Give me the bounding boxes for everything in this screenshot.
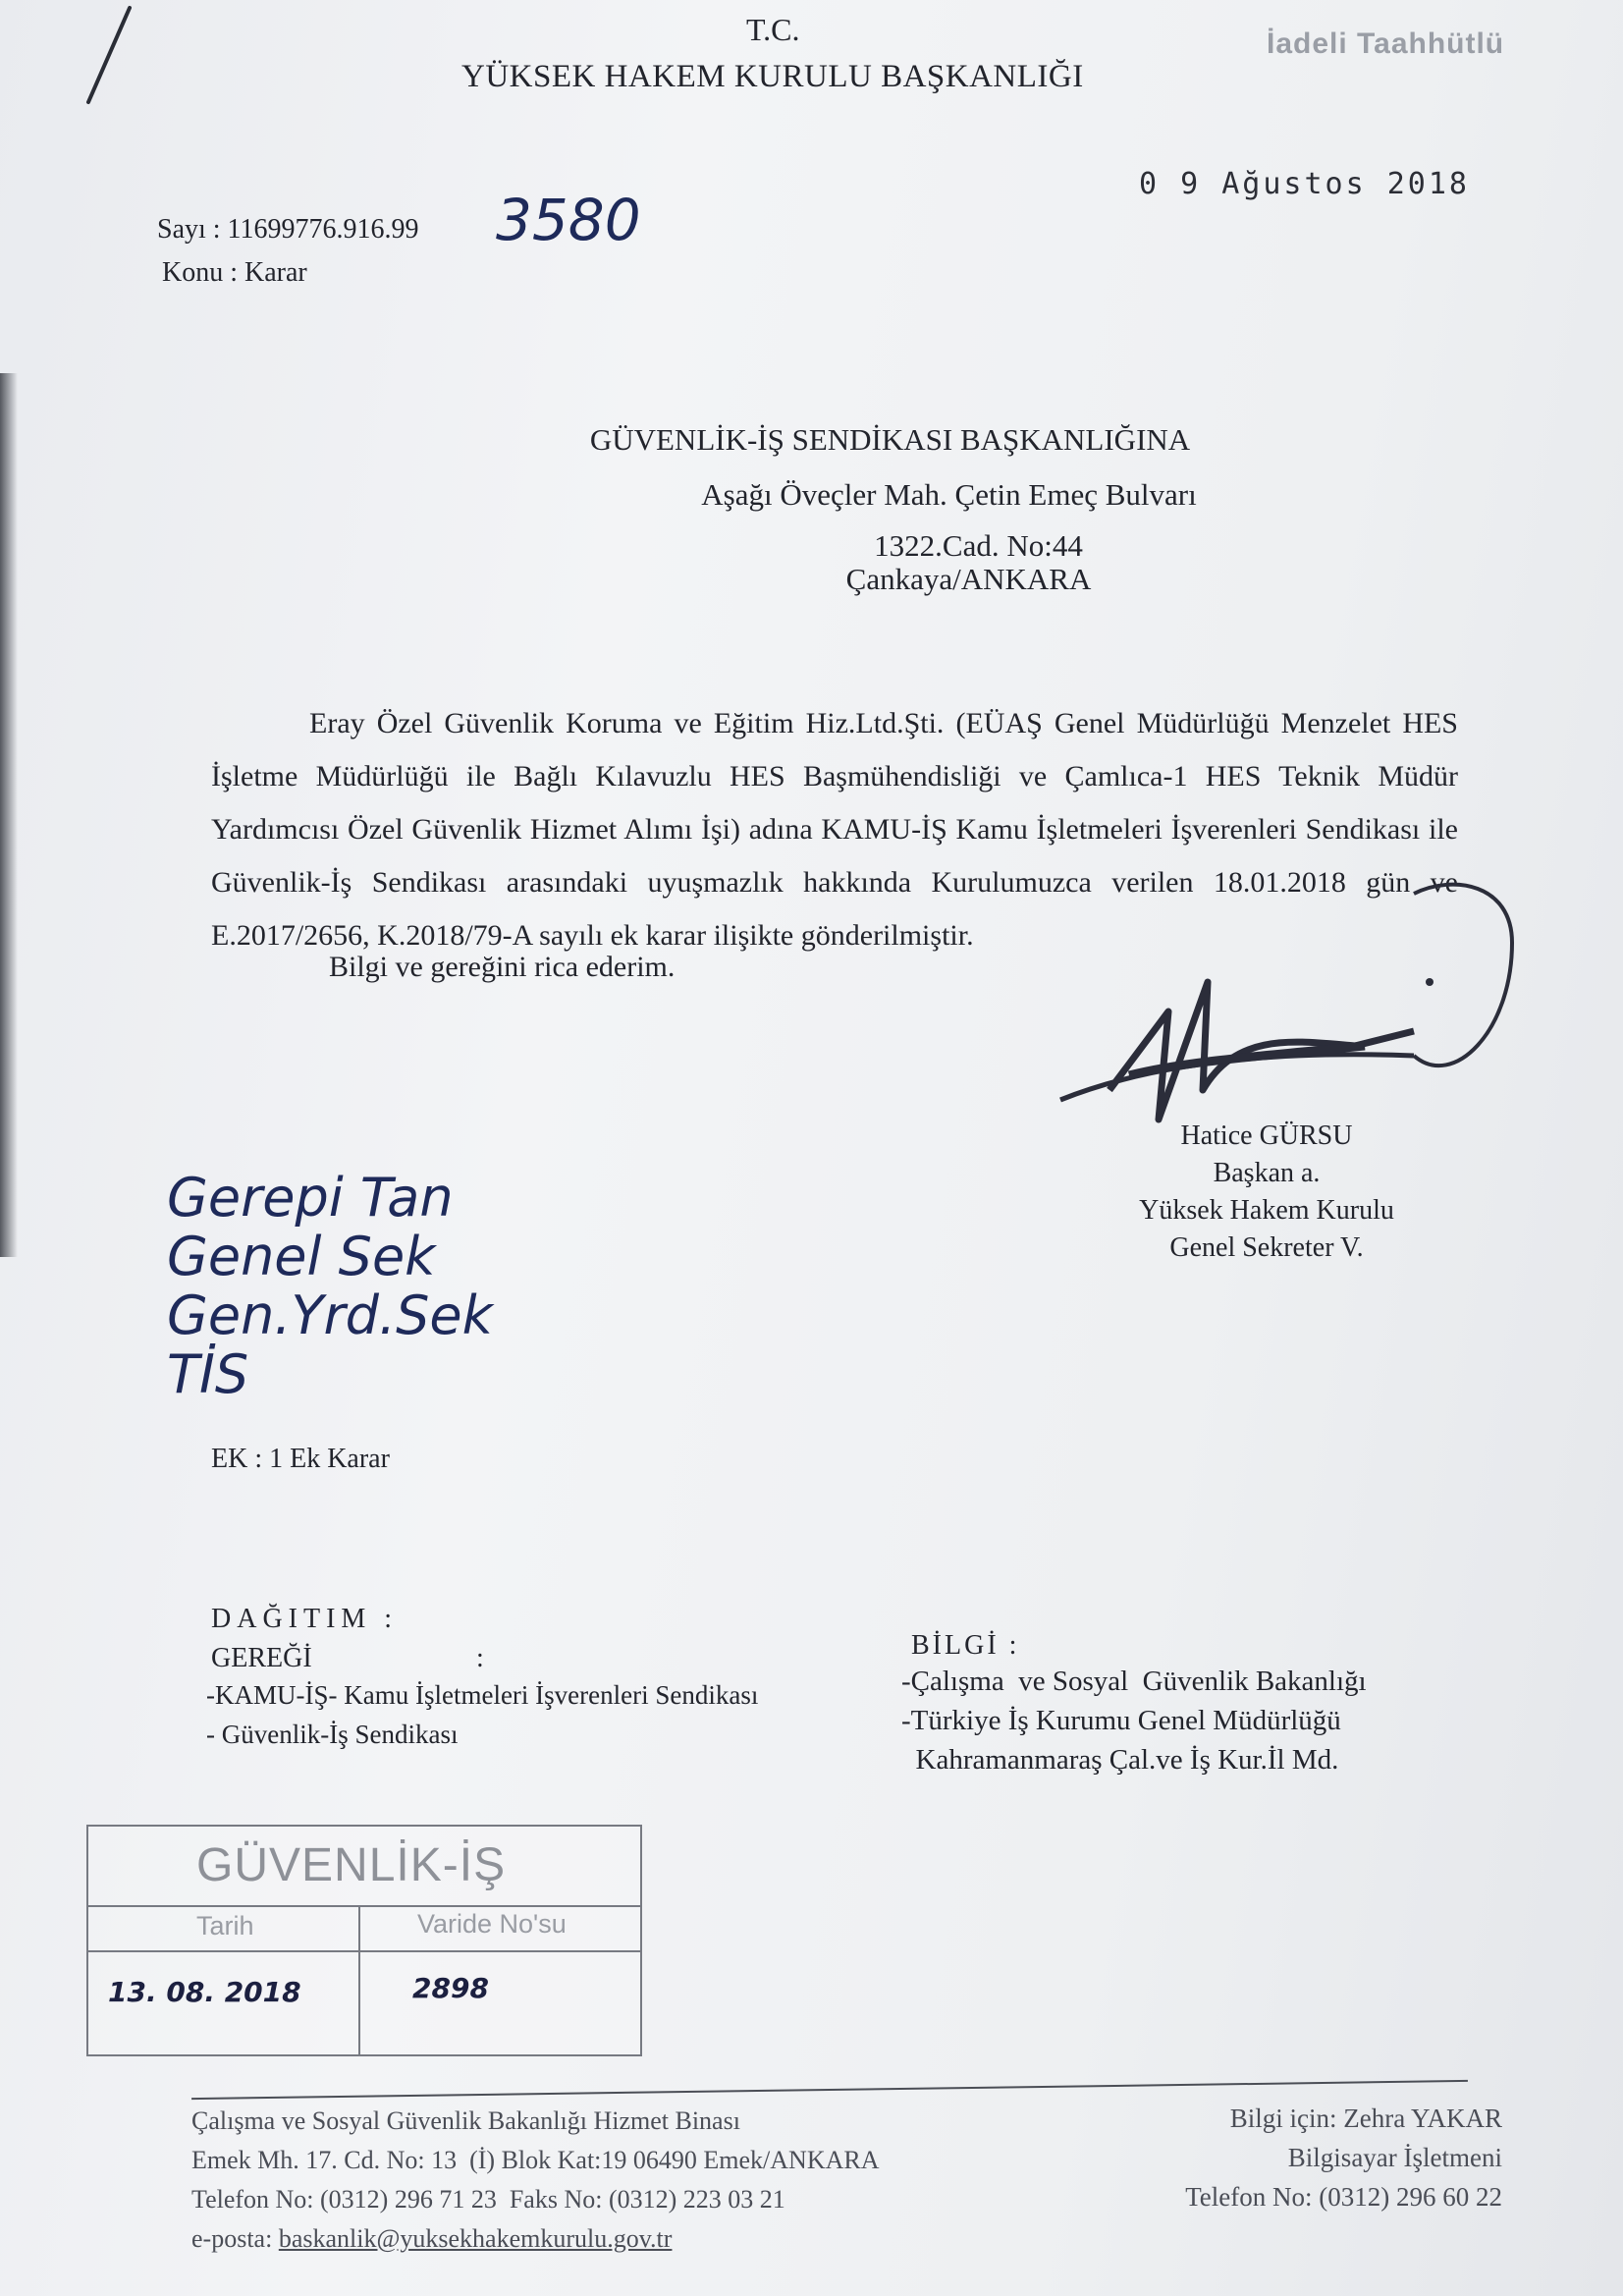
handwritten-routing-notes: Gerepi Tan Genel Sek Gen.Yrd.Sek TİS (167, 1167, 493, 1405)
date-stamp: 0 9 Ağustos 2018 (1139, 167, 1470, 201)
receipt-number-label: Varide No'su (417, 1909, 567, 1939)
footer-divider (191, 2080, 1468, 2100)
signatory-title-1: Başkan a. (1213, 1158, 1321, 1188)
receipt-date-value: 13. 08. 2018 (108, 1976, 301, 2008)
signature-image (1041, 864, 1532, 1159)
info-label: BİLGİ : (911, 1630, 1020, 1661)
receipt-stamp (86, 1825, 642, 2056)
action-colon: : (476, 1643, 484, 1673)
signatory-title-2: Yüksek Hakem Kurulu (1139, 1195, 1394, 1226)
signatory-title-3: Genel Sekreter V. (1169, 1232, 1364, 1263)
handwritten-reference: 3580 (496, 187, 641, 253)
attachment-line: EK : 1 Ek Karar (211, 1444, 390, 1474)
subject-line: Konu : Karar (162, 257, 307, 288)
body-paragraph: Eray Özel Güvenlik Koruma ve Eğitim Hiz.Ltd.Şti. (EÜAŞ Genel Müdürlüğü Menzelet HES İşletme Müdürlüğü ile Bağlı Kılavuzlu HES Başmühendisliği ve Çamlıca-1 HES Teknik Müdür Yardımcısı Özel Güvenlik Hizmet Alımı İşi) adına KAMU-İŞ Kamu İşletmeleri İşverenleri Sendikası ile Güvenlik-İş Sendikası arasındaki uyuşmazlık hakkında Kurulumuzca verilen 18.01.2018 gün ve E.2017/2656, K.2018/79-A sayılı ek karar ilişikte gönderilmiştir. (211, 707, 1458, 952)
signatory-name: Hatice GÜRSU (1180, 1121, 1353, 1151)
footer-contact: Bilgi için: Zehra YAKAR Bilgisayar İşletmeni Telefon No: (0312) 296 60 22 (1185, 2104, 1502, 2212)
reference-number: Sayı : 11699776.916.99 (157, 214, 419, 245)
signature-block (1080, 1118, 1453, 1267)
footer-address (191, 2102, 880, 2259)
info-recipients: -Çalışma ve Sosyal Güvenlik Bakanlığı -Türkiye İş Kurumu Genel Müdürlüğü Kahramanmaraş Çal.ve İş Kur.İl Md. (901, 1666, 1367, 1776)
receipt-stamp-org: GÜVENLİK-İŞ (196, 1839, 507, 1891)
receipt-number-value: 2898 (412, 1972, 489, 2004)
registered-mail-stamp: İadeli Taahhütlü (1267, 27, 1505, 60)
addressee-line-4: Çankaya/ANKARA (845, 562, 1092, 596)
header-tc: T.C. (746, 12, 800, 47)
addressee-line-1: GÜVENLİK-İŞ SENDİKASI BAŞKANLIĞINA (589, 422, 1191, 457)
addressee-line-2: Aşağı Öveçler Mah. Çetin Emeç Bulvarı (701, 477, 1197, 512)
page-edge-shadow (0, 373, 18, 1257)
action-recipients: -KAMU-İŞ- Kamu İşletmeleri İşverenleri Sendikası - Güvenlik-İş Sendikası (206, 1680, 759, 1749)
pen-slash-mark (79, 0, 157, 118)
footer-email-label: e-posta: (191, 2224, 279, 2253)
distribution-title: DAĞITIM : (211, 1604, 399, 1634)
receipt-date-label: Tarih (196, 1911, 254, 1941)
addressee-line-3: 1322.Cad. No:44 (874, 528, 1083, 563)
receipt-stamp-header (88, 1827, 640, 1907)
footer-address-text: Çalışma ve Sosyal Güvenlik Bakanlığı Hizmet Binası Emek Mh. 17. Cd. No: 13 (İ) Blok Kat:19 06490 Emek/ANKARA Telefon No: (0312) 296 71 23 Faks No: (0312) 223 03 21 (191, 2106, 880, 2214)
footer-email-link[interactable]: baskanlik@yuksekhakemkurulu.gov.tr (278, 2224, 673, 2253)
receipt-stamp-columns (88, 1907, 640, 1952)
action-label: GEREĞİ (211, 1643, 312, 1673)
header-institution: YÜKSEK HAKEM KURULU BAŞKANLIĞI (461, 59, 1084, 94)
closing-line: Bilgi ve gereğini rica ederim. (329, 951, 676, 983)
receipt-stamp-divider (358, 1907, 360, 2054)
